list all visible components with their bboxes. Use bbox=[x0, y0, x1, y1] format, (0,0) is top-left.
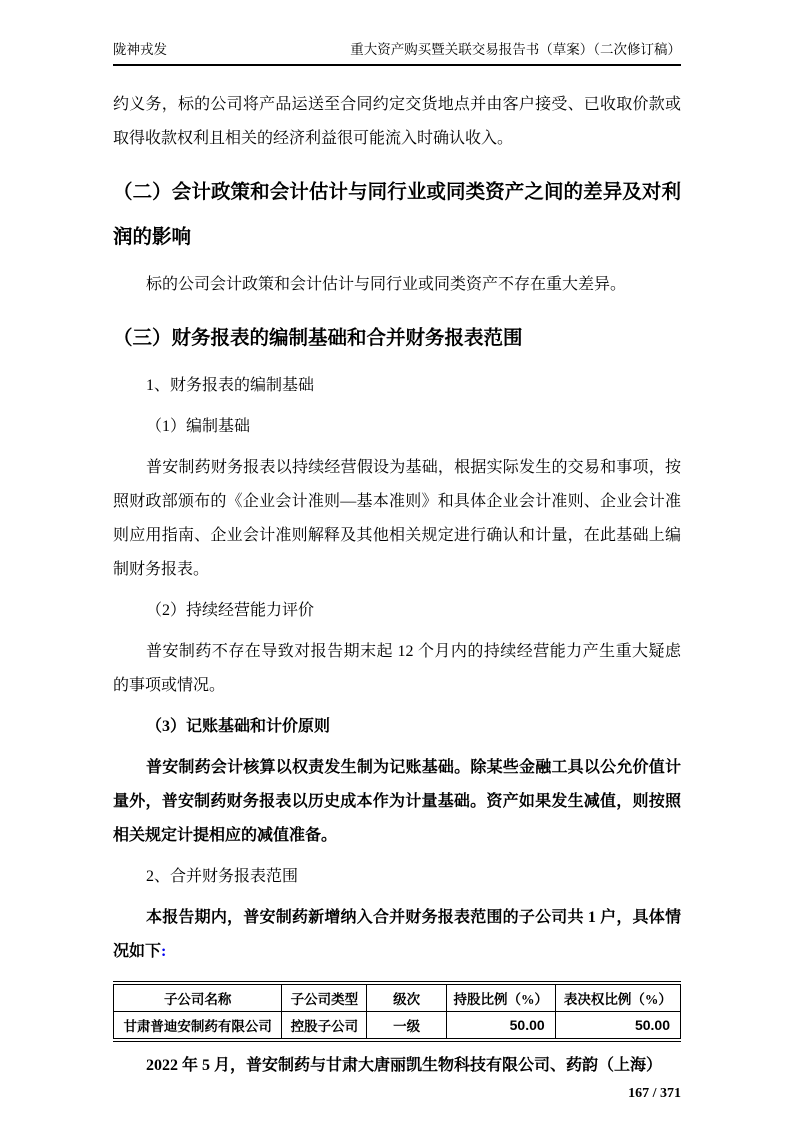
table-header-level: 级次 bbox=[367, 985, 446, 1012]
table-header-shareholding-ratio: 持股比例（%） bbox=[446, 985, 555, 1012]
paragraph-bookkeeping-basis: 普安制药会计核算以权责发生制为记账基础。除某些金融工具以公允价值计量外，普安制药财务报表以历史成本作为计量基础。资产如果发生减值，则按照相关规定计提相应的减值准备。 bbox=[113, 759, 681, 844]
item-bookkeeping-subtitle: （3）记账基础和计价原则 bbox=[146, 718, 331, 735]
paragraph-no-major-difference: 标的公司会计政策和会计估计与同行业或同类资产不存在重大差异。 bbox=[146, 276, 627, 293]
item-going-concern-subtitle: （2）持续经营能力评价 bbox=[146, 602, 315, 619]
item-basis-subtitle: （1）编制基础 bbox=[146, 418, 251, 435]
item-consolidation-scope-title: 2、合并财务报表范围 bbox=[146, 868, 299, 885]
paragraph-new-subsidiary bbox=[113, 901, 681, 969]
paragraph-2022-may: 2022 年 5 月，普安制药与甘肃大唐丽凯生物科技有限公司、药韵（上海） bbox=[146, 1057, 663, 1074]
table-header-subsidiary-type: 子公司类型 bbox=[282, 985, 367, 1012]
paragraph-new-subsidiary-text: 本报告期内，普安制药新增纳入合并财务报表范围的子公司共 1 户，具体情况如下 bbox=[113, 909, 681, 960]
table-header-subsidiary-name: 子公司名称 bbox=[114, 985, 282, 1012]
item-preparation-basis-title: 1、财务报表的编制基础 bbox=[146, 377, 315, 394]
cell-shareholding-ratio: 50.00 bbox=[446, 1012, 555, 1039]
cell-subsidiary-name: 甘肃普迪安制药有限公司 bbox=[114, 1012, 282, 1039]
subsidiary-table-wrapper bbox=[113, 981, 681, 1042]
cell-level: 一级 bbox=[367, 1012, 446, 1039]
table-header-row bbox=[114, 985, 681, 1012]
cell-subsidiary-type: 控股子公司 bbox=[282, 1012, 367, 1039]
subsidiary-table bbox=[113, 985, 681, 1038]
heading-accounting-policy-difference: （二）会计政策和会计估计与同行业或同类资产之间的差异及对利润的影响 bbox=[113, 181, 681, 248]
header-company-name: 陇神戎发 bbox=[113, 42, 167, 57]
page-number: 167 / 371 bbox=[628, 1086, 681, 1101]
header-report-title: 重大资产购买暨关联交易报告书（草案）（二次修订稿） bbox=[350, 42, 681, 57]
page-header bbox=[113, 40, 681, 66]
paragraph-preparation-basis: 普安制药财务报表以持续经营假设为基础，根据实际发生的交易和事项，按照财政部颁布的《企业会计准则—基本准则》和具体企业会计准则、企业会计准则应用指南、企业会计准则解释及其他相关规定进行确认和计量，在此基础上编制财务报表。 bbox=[113, 459, 681, 578]
cell-voting-ratio: 50.00 bbox=[555, 1012, 680, 1039]
heading-financial-statement-basis: （三）财务报表的编制基础和合并财务报表范围 bbox=[113, 327, 523, 349]
table-row bbox=[114, 1012, 681, 1039]
paragraph-going-concern: 普安制药不存在导致对报告期末起 12 个月内的持续经营能力产生重大疑虑的事项或情况。 bbox=[113, 643, 681, 694]
paragraph-revenue-continuation: 约义务，标的公司将产品运送至合同约定交货地点并由客户接受、已收取价款或取得收款权利且相关的经济利益很可能流入时确认收入。 bbox=[113, 96, 681, 147]
blue-colon: : bbox=[161, 943, 167, 960]
table-header-voting-ratio: 表决权比例（%） bbox=[555, 985, 680, 1012]
